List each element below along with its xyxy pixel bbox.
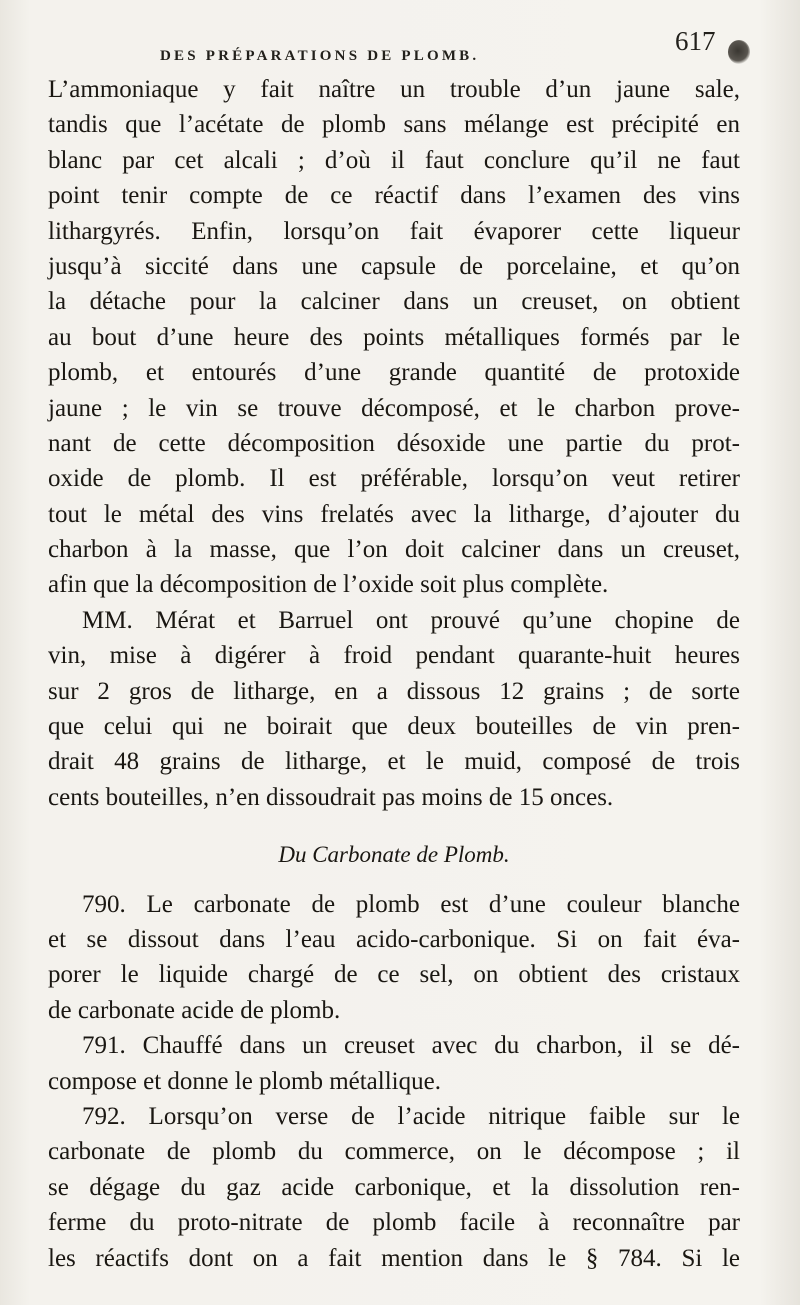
body-text (48, 72, 740, 1276)
text-line: point tenir compte de ce réactif dans l’examen des vins (48, 182, 740, 210)
text-line: se dégage du gaz acide carbonique, et la dissolution ren- (48, 1173, 740, 1201)
text-line: 791. Chauffé dans un creuset avec du charbon, il se dé- (82, 1032, 740, 1060)
text-line: la détache pour la calciner dans un creuset, on obtient (48, 288, 740, 316)
text-line: drait 48 grains de litharge, et le muid, composé de trois (48, 748, 740, 776)
section-gap (48, 815, 740, 837)
text-line: blanc par cet alcali ; d’où il faut conclure qu’il ne faut (48, 146, 740, 174)
paragraph-ammoniaque (48, 72, 740, 603)
text-line: nant de cette décomposition désoxide une partie du prot- (48, 429, 740, 457)
page-number: 617 (675, 26, 716, 56)
section-gap (48, 873, 740, 887)
text-line: tout le métal des vins frelatés avec la litharge, d’ajouter du (48, 500, 740, 528)
text-line: charbon à la masse, que l’on doit calciner dans un creuset, (48, 536, 740, 564)
paragraph-792 (48, 1099, 740, 1276)
text-line: au bout d’une heure des points métalliques formés par le (48, 323, 740, 351)
text-line: les réactifs dont on a fait mention dans le § 784. Si le (48, 1244, 740, 1272)
text-line: que celui qui ne boirait que deux bouteilles de vin pren- (48, 713, 740, 741)
text-line: lithargyrés. Enfin, lorsqu’on fait évaporer cette liqueur (48, 217, 740, 245)
text-line: ferme du proto-nitrate de plomb facile à reconnaître par (48, 1209, 740, 1237)
text-line: L’ammoniaque y fait naître un trouble d’un jaune sale, (48, 76, 740, 103)
text-line: porer le liquide chargé de ce sel, on obtient des cristaux (48, 961, 740, 989)
running-head: DES PRÉPARATIONS DE PLOMB. (160, 48, 480, 64)
text-line: de carbonate acide de plomb. (48, 996, 341, 1024)
text-line: et se dissout dans l’eau acido-carbonique. Si on fait éva- (48, 925, 740, 953)
page-header (160, 26, 760, 66)
text-line: 790. Le carbonate de plomb est d’une couleur blanche (82, 890, 740, 918)
text-line: jusqu’à siccité dans une capsule de porcelaine, et qu’on (48, 252, 740, 280)
text-line: cents bouteilles, n’en dissoudrait pas moins de 15 onces. (48, 783, 614, 811)
text-line: 792. Lorsqu’on verse de l’acide nitrique faible sur le (82, 1102, 740, 1130)
text-line: carbonate de plomb du commerce, on le décompose ; il (48, 1138, 740, 1166)
text-line: tandis que l’acétate de plomb sans mélange est précipité en (48, 111, 740, 139)
text-line: compose et donne le plomb métallique. (48, 1067, 441, 1095)
ink-blot-mark (728, 40, 750, 64)
text-line: oxide de plomb. Il est préférable, lorsqu’on veut retirer (48, 465, 740, 493)
paragraph-790 (48, 887, 740, 1029)
paragraph-791 (48, 1028, 740, 1099)
section-title: Du Carbonate de Plomb. (278, 842, 510, 868)
text-line: plomb, et entourés d’une grande quantité de protoxide (48, 359, 740, 387)
paragraph-merat-barruel (48, 603, 740, 815)
text-line: jaune ; le vin se trouve décomposé, et le charbon prove- (48, 394, 740, 422)
text-line: afin que la décomposition de l’oxide soit plus complète. (48, 571, 609, 599)
text-line: sur 2 gros de litharge, en a dissous 12 grains ; de sorte (48, 677, 740, 705)
text-line: MM. Mérat et Barruel ont prouvé qu’une chopine de (82, 606, 740, 634)
text-line: vin, mise à digérer à froid pendant quarante-huit heures (48, 642, 740, 670)
